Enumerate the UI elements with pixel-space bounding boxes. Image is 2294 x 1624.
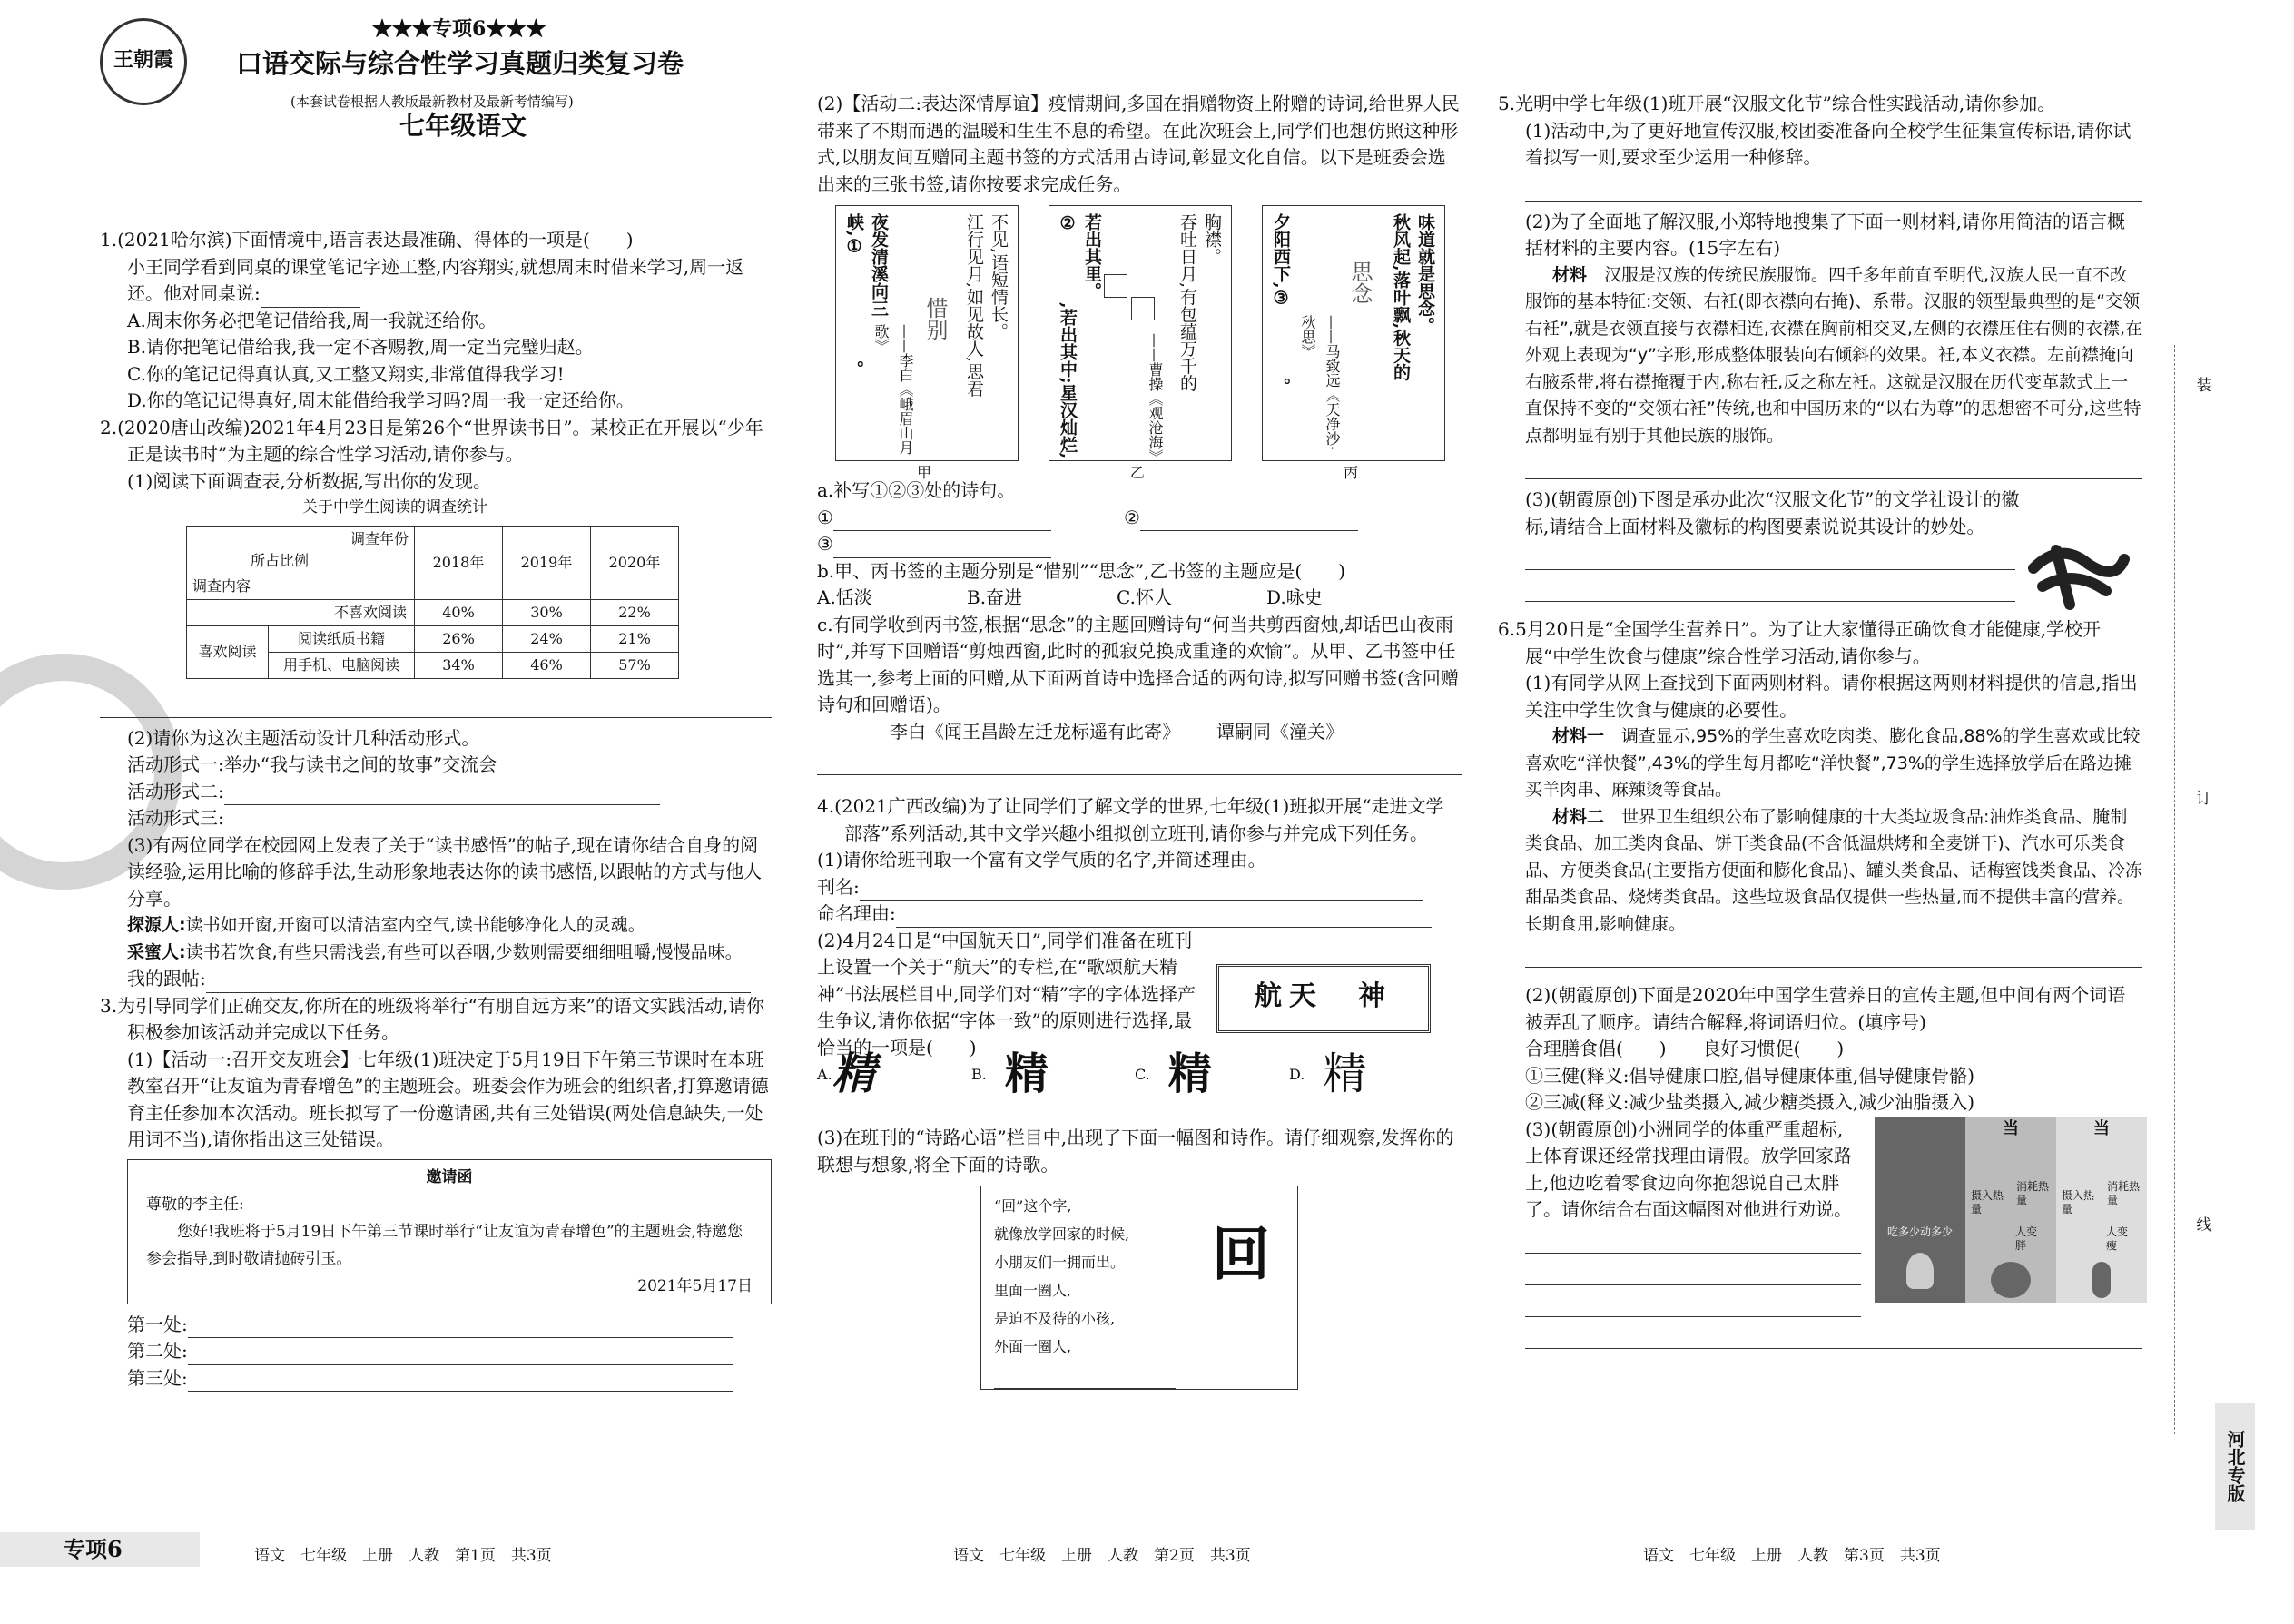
bm-jia-src: ——李白《峨眉山月歌》 (872, 324, 914, 455)
font-choices (817, 1048, 1462, 1125)
footer-page-3: 语文 七年级 上册 人教 第3页 共3页 (1643, 1547, 1941, 1565)
panel-2-result: 人变胖 (2015, 1225, 2038, 1252)
q4-name (817, 874, 1462, 901)
panel-3-burn: 消耗热量 (2107, 1179, 2141, 1206)
q2-sub1: (1)阅读下面调查表,分析数据,写出你的发现。 (127, 469, 492, 492)
letter-date: 2021年5月17日 (637, 1276, 753, 1295)
poem-ref-1: 李白《闻王昌龄左迁龙标遥有此寄》 (890, 720, 1180, 743)
q3-b: b.甲、丙书签的主题分别是“惜别”“思念”,乙书签的主题应是( ) (817, 559, 1346, 582)
q3-c-poems (817, 719, 1462, 746)
theme-b[interactable]: 良好习惯促( ) (1702, 1038, 1845, 1059)
answer-line[interactable] (1525, 943, 2142, 968)
answer-line[interactable] (1525, 1229, 1861, 1254)
pattern-square (1131, 297, 1155, 320)
poem-line: 就像放学回家的时候, (994, 1225, 1130, 1243)
bm-label-jia: 甲 (917, 464, 932, 481)
badge-text: 专项6 (432, 17, 487, 41)
choice-b[interactable] (971, 1048, 1049, 1099)
cell: 46% (503, 652, 591, 678)
choice-a-char: 精 (832, 1048, 876, 1099)
row-group: 喜欢阅读 (187, 625, 269, 678)
answer-line[interactable] (1525, 177, 2142, 202)
q6-word-1: ①三健(释义:倡导健康口腔,倡导健康体重,倡导健康骨骼) (1525, 1064, 1975, 1087)
b-option-d[interactable]: D.咏史 (1266, 586, 1323, 608)
q5-sub1: (1)活动中,为了更好地宣传汉服,校团委准备向全校学生征集宣传标语,请你试着拟写一则,要求至少运用一种修辞。 (1525, 119, 2132, 168)
q1-option-c[interactable]: C.你的笔记记得真认真,又工整又翔实,非常值得我学习! (127, 362, 565, 385)
choice-a-label: A. (817, 1066, 832, 1083)
corner-bottom: 调查内容 (192, 576, 251, 595)
q6-theme (1498, 1036, 2142, 1063)
column-3 (1498, 91, 2142, 1356)
footer-page-2: 语文 七年级 上册 人教 第2页 共3页 (953, 1547, 1251, 1565)
choice-d[interactable] (1289, 1048, 1367, 1099)
a2-blank[interactable] (1140, 530, 1358, 531)
q3-c: c.有同学收到丙书签,根据“思念”的主题回赠诗句“何当共剪西窗烛,却话巴山夜雨时”,并写下回赠语“剪烛西窗,此时的孤寂兑换成重逢的欢愉”。从甲、乙书签中任选其一,参考上面的回赠,从下面两首诗中选择合适的两句诗,拟写回赠书签(含回赠诗句和回赠语)。 (817, 613, 1459, 715)
answer-line[interactable] (100, 694, 772, 718)
side-mark-ding: 订 (2192, 790, 2211, 805)
choice-b-label: B. (971, 1066, 987, 1083)
q6-sub1: (1)有同学从网上查找到下面两则材料。请你根据这两则材料提供的信息,指出关注中学生饮食与健康的必要性。 (1525, 672, 2138, 721)
scroll-text: 航天 神 (1255, 979, 1393, 1012)
letter-title: 邀请函 (426, 1167, 473, 1186)
footer-badge-text: 专项6 (64, 1536, 123, 1562)
q3-a-blanks-2 (817, 531, 1462, 558)
person-icon (1906, 1253, 1934, 1289)
cell: 34% (415, 652, 503, 678)
poem-blank[interactable] (994, 1370, 1176, 1389)
bm-yi-poem1: 胸襟。 (1202, 213, 1222, 265)
q6-sub3: (3)(朝霞原创)小洲同学的体重严重超标,上体育课还经常找理由请假。放学回家路上,他边吃着零食边向你抱怨说自己太胖了。请你结合右面这幅图对他进行劝说。 (1525, 1117, 1852, 1220)
pattern-square (1104, 274, 1127, 298)
fat-person-icon (1991, 1262, 2031, 1298)
side-mark-zhuang: 装 (2192, 377, 2211, 392)
bm-jia-theme: 惜别 (922, 297, 948, 340)
bm-label-bing: 丙 (1344, 464, 1359, 481)
stars-right: ★★★ (486, 17, 546, 41)
q5-sub3: (3)(朝霞原创)下图是承办此次“汉服文化节”的文学社设计的徽标,请结合上面材料及徽标的构图要素说说其设计的妙处。 (1525, 488, 2020, 537)
bm-jia-line: 夜发清溪向三峡,① 。 (844, 213, 889, 378)
panel-3-when: 当 (2093, 1118, 2110, 1138)
answer-line[interactable] (1525, 577, 2015, 602)
footer-page-1: 语文 七年级 上册 人教 第1页 共3页 (254, 1547, 552, 1565)
post-1-text: 读书如开窗,开窗可以清洁室内空气,读书能够净化人的灵魂。 (185, 915, 645, 935)
panel-2-burn: 消耗热量 (2016, 1179, 2050, 1206)
name-label: 刊名: (817, 875, 860, 898)
choice-c[interactable] (1135, 1050, 1212, 1098)
post-2 (100, 940, 772, 967)
cell: 22% (591, 599, 679, 625)
q3-a: a.补写①②③处的诗句。 (817, 479, 1016, 501)
club-emblem (2024, 532, 2133, 614)
m1-text: 调查显示,95%的学生喜欢吃肉类、膨化食品,88%的学生喜欢或比较喜欢吃“洋快餐”,43%的学生每月都吃“洋快餐”,73%的学生选择放学后在路边摊买羊肉串、麻辣烫等食品。 (1525, 726, 2141, 800)
cell: 24% (503, 625, 591, 652)
diet-illustration (1875, 1117, 2147, 1303)
bm-yi-poem2: 吞吐日月,有包蕴万千的 (1177, 213, 1197, 392)
q5-sub2: (2)为了全面地了解汉服,小郑特地搜集了下面一则材料,请你用简洁的语言概括材料的主要内容。(15字左右) (1525, 210, 2126, 259)
choice-a[interactable] (817, 1048, 876, 1099)
topic-badge (372, 16, 546, 44)
q1-option-b[interactable]: B.请你把笔记借给我,我一定不吝赐教,周一定当完璧归赵。 (127, 336, 594, 358)
bm-bing-theme: 思念 (1347, 261, 1373, 304)
q2-sub2: (2)请你为这次主题活动设计几种活动形式。 (127, 726, 480, 749)
page-subtitle: (本套试卷根据人教版最新教材及最新考情编写) (290, 94, 574, 110)
answer-line[interactable] (817, 751, 1462, 775)
choice-d-char: 精 (1323, 1048, 1367, 1099)
q6-word-2: ②三减(释义:减少盐类摄入,减少糖类摄入,减少油脂摄入) (1525, 1091, 1975, 1113)
cell: 57% (591, 652, 679, 678)
answer-line[interactable] (1525, 1261, 1861, 1285)
year-header: 2020年 (591, 526, 679, 599)
answer-line[interactable] (1525, 1324, 2142, 1349)
stars-left: ★★★ (372, 17, 433, 41)
q6-sub2: (2)(朝霞原创)下面是2020年中国学生营养日的宣传主题,但中间有两个词语被弄乱了顺序。请结合解释,将词语归位。(填序号) (1525, 984, 2126, 1033)
post-1-author: 探源人: (127, 915, 186, 935)
grade-title: 七年级语文 (399, 111, 527, 141)
invitation-letter (127, 1159, 772, 1304)
table-row (187, 625, 679, 652)
choice-d-label: D. (1289, 1066, 1305, 1083)
bm-bing-poem2: 秋风起,落叶飘,秋天的 (1391, 213, 1411, 381)
bookmark-jia (835, 205, 1019, 461)
q6-sub3-block (1498, 1117, 2142, 1349)
survey-corner (187, 526, 415, 599)
letter-body: 您好!我班将于5月19日下午第三节课时举行“让友谊为青春增色”的主题班会,特邀您参会指导,到时敬请抛砖引玉。 (146, 1222, 743, 1268)
q4-sub2-block (817, 928, 1462, 1062)
err-3 (100, 1365, 772, 1393)
choice-c-label: C. (1135, 1066, 1150, 1083)
side-mark-xian: 线 (2192, 1216, 2211, 1232)
form3-label: 活动形式三: (127, 807, 224, 829)
header (100, 9, 772, 145)
bm-bing-poem (1388, 213, 1437, 449)
row-label: 用手机、电脑阅读 (268, 652, 414, 678)
poem-char: 回 (1212, 1221, 1270, 1289)
m2-label: 材料二 (1552, 806, 1622, 827)
q2-sub3: (3)有两位同学在校园网上发表了关于“读书感悟”的帖子,现在请你结合自身的阅读经验,运用比喻的修辞手法,生动形象地表达你的读书感悟,以跟帖的方式与他人分享。 (127, 833, 763, 910)
row-label: 不喜欢阅读 (187, 599, 415, 625)
my-reply (100, 966, 772, 993)
answer-line[interactable] (1525, 1293, 1861, 1317)
q3-act2: (2)【活动二:表达深情厚谊】疫情期间,多国在捐赠物资上附赠的诗词,给世界人民带来了不期而遇的温暖和生生不息的希望。在此次班会上,同学们也想仿照这种形式,以朋友间互赠同主题书签的方式活用古诗词,彰显文化自信。以下是班委会选出来的三张书签,请你按要求完成任务。 (817, 93, 1460, 195)
q5-stem: 5.光明中学七年级(1)班开展“汉服文化节”综合性实践活动,请你参加。 (1498, 93, 2056, 114)
bm-yi-lines (1055, 213, 1104, 458)
theme-a[interactable]: 合理膳食倡( ) (1525, 1038, 1667, 1059)
column-1 (100, 227, 772, 1392)
q1-stem: 1.(2021哈尔滨)下面情境中,语言表达最准确、得体的一项是( ) (100, 229, 634, 251)
err-2 (100, 1338, 772, 1365)
a1-label: ① (817, 506, 833, 528)
b-option-b[interactable]: B.奋进 (967, 586, 1023, 608)
q2-form3 (100, 805, 772, 832)
calligraphy-scroll (1216, 964, 1431, 1033)
q3-a-blanks-1 (817, 505, 1462, 532)
q4-sub1: (1)请你给班刊取一个富有文学气质的名字,并简述理由。 (817, 849, 1266, 871)
q6-material-1 (1498, 723, 2142, 804)
survey-header-row (187, 526, 679, 599)
q1-context-text: 小王同学看到同桌的课堂笔记字迹工整,内容翔实,就想周末时借来学习,周一返还。他对同桌说: (127, 255, 744, 304)
m1-label: 材料一 (1552, 726, 1622, 746)
logo-seal (100, 18, 187, 105)
err-1 (100, 1312, 772, 1339)
panel-2 (1965, 1117, 2056, 1303)
bm-bing-src: ——马致远《天净沙·秋思》 (1299, 315, 1341, 451)
err1-label: 第一处: (127, 1313, 188, 1335)
bm-yi-src: ——曹操《观沧海》 (1147, 333, 1164, 464)
poem-ref-2: 谭嗣同《潼关》 (1216, 720, 1344, 743)
thin-person-icon (2092, 1262, 2111, 1298)
q4-sub2: (2)4月24日是“中国航天日”,同学们准备在班刊上设置一个关于“航天”的专栏,在“歌颂航天精神”书法展栏目中,同学们对“精”字的字体选择产生争议,请你依据“字体一致”的原则进行选择,最恰当的一项是( ) (817, 929, 1196, 1058)
letter-greeting: 尊敬的李主任: (146, 1195, 244, 1214)
q4-stem: 4.(2021广西改编)为了让同学们了解文学的世界,七年级(1)班拟开展“走进文学部落”系列活动,其中文学兴趣小组拟创立班刊,请你参与并完成下列任务。 (817, 795, 1444, 844)
q4-reason (817, 901, 1462, 928)
panel-3 (2056, 1117, 2147, 1303)
material-label: 材料 (1552, 264, 1605, 285)
q6-material-2 (1498, 804, 2142, 939)
poem-line: “回”这个字, (994, 1197, 1072, 1215)
post-2-author: 采蜜人: (127, 941, 186, 962)
q5-sub3-block (1498, 487, 2142, 602)
post-1 (100, 912, 772, 940)
q6-stem: 6.5月20日是“全国学生营养日”。为了让大家懂得正确饮食才能健康,学校开展“中学生饮食与健康”综合性学习活动,请你参与。 (1498, 618, 2102, 667)
my-reply-label: 我的跟帖: (127, 968, 206, 989)
row-label: 阅读纸质书籍 (268, 625, 414, 652)
cell: 21% (591, 625, 679, 652)
choice-b-char: 精 (1004, 1048, 1049, 1099)
bm-jia-poem (961, 213, 1010, 449)
survey-table (186, 526, 679, 679)
q1-option-a[interactable]: A.周末你务必把笔记借给我,周一我就还给你。 (127, 309, 497, 331)
footer-badge (0, 1532, 200, 1567)
b-option-c[interactable]: C.怀人 (1117, 586, 1172, 608)
reason-label: 命名理由: (817, 902, 896, 924)
panel-1 (1875, 1117, 1965, 1303)
err2-label: 第二处: (127, 1340, 188, 1362)
a2-label: ② (1123, 506, 1140, 528)
poem-line: 外面一圈人, (994, 1338, 1072, 1355)
panel-2-when: 当 (2003, 1118, 2019, 1138)
bookmarks (817, 205, 1462, 481)
logo-text: 王朝霞 (113, 48, 173, 72)
q3-act1: (1)【活动一:召开交友班会】七年级(1)班决定于5月19日下午第三节课时在本班教室召开“让友谊为青春增色”的主题班会。班委会作为班会的组织者,打算邀请德育主任参加本次活动。班长拟写了一份邀请函,共有三处错误(两处信息缺失,一处用词不当),请你指出这三处错误。 (127, 1048, 769, 1150)
poem-box (980, 1186, 1298, 1390)
bm-yi-line1: 若出其里。 (1082, 213, 1102, 300)
page-title: 口语交际与综合性学习真题归类复习卷 (236, 48, 684, 79)
q2-stem: 2.(2020唐山改编)2021年4月23日是第26个“世界读书日”。某校正在开展以“少年正是读书时”为主题的综合性学习活动,请你参与。 (100, 416, 763, 465)
edition-tag: 河北专版 (2215, 1403, 2255, 1530)
q3-b-options (817, 585, 1462, 612)
a3-label: ③ (817, 533, 833, 555)
m2-text: 世界卫生组织公布了影响健康的十大类垃圾食品:油炸类食品、腌制类食品、加工类肉食品、饼干类食品(不含低温烘烤和全麦饼干)、汽水可乐类食品、方便类食品(主要指方便面和膨化食品)、罐头类食品、话梅蜜饯类食品、冷冻甜品类食品、烧烤类食品。这些垃圾食品仅提供一些热量,而不提供丰富的营养。长期食用,影响健康。 (1525, 806, 2142, 934)
bm-bing-poem1: 味道就是思念。 (1415, 213, 1435, 334)
column-2 (817, 91, 1462, 1390)
answer-line[interactable] (1525, 546, 2015, 570)
q2-form1: 活动形式一:举办“我与读书之间的故事”交流会 (127, 753, 497, 775)
answer-line[interactable] (1525, 455, 2142, 479)
choice-c-char: 精 (1167, 1050, 1212, 1098)
panel-2-intake: 摄入热量 (1971, 1188, 2004, 1216)
q1-context (100, 254, 772, 308)
err3-label: 第三处: (127, 1366, 188, 1389)
q5-material (1498, 262, 2142, 450)
poem-line: 里面一圈人, (994, 1282, 1072, 1299)
q4-sub3: (3)在班刊的“诗路心语”栏目中,出现了下面一幅图和诗作。请仔细观察,发挥你的联想与想象,将全下面的诗歌。 (817, 1127, 1454, 1176)
panel-1-caption: 吃多少动多少 (1886, 1225, 1953, 1238)
corner-mid: 所占比例 (251, 551, 310, 569)
bm-yi-line2: ② ,若出其中;星汉灿烂, (1058, 213, 1078, 459)
bookmark-bing (1262, 205, 1445, 461)
poem-line: 小朋友们一拥而出。 (994, 1254, 1126, 1271)
bm-jia-poem1: 不见,语短情长。 (989, 213, 1009, 340)
panel-3-result: 人变瘦 (2106, 1225, 2129, 1252)
bm-label-yi: 乙 (1130, 464, 1146, 481)
table-row (187, 599, 679, 625)
binding-line (2174, 345, 2175, 1434)
post-2-text: 读书若饮食,有些只需浅尝,有些可以吞咽,少数则需要细细咀嚼,慢慢品味。 (185, 941, 743, 962)
bm-jia-poem2: 江行见月,如见故人,思君 (964, 213, 984, 398)
q2-form2 (100, 779, 772, 806)
poem-line: 是迫不及待的小孩, (994, 1310, 1116, 1327)
err3-blank[interactable] (188, 1391, 733, 1392)
year-header: 2018年 (415, 526, 503, 599)
q1-option-d[interactable]: D.你的笔记记得真好,周末能借给我学习吗?周一我一定还给你。 (127, 389, 635, 411)
cell: 26% (415, 625, 503, 652)
bm-bing-line: 夕阳西下,③ 。 (1271, 213, 1291, 395)
panel-3-intake: 摄入热量 (2062, 1188, 2095, 1216)
b-option-a[interactable]: A.恬淡 (817, 586, 872, 608)
corner-top: 调查年份 (350, 529, 409, 547)
survey-title: 关于中学生阅读的调查统计 (302, 498, 487, 517)
bookmark-yi (1049, 205, 1232, 464)
year-header: 2019年 (503, 526, 591, 599)
form2-label: 活动形式二: (127, 780, 224, 802)
cell: 30% (503, 599, 591, 625)
bm-yi-poem (1175, 213, 1224, 449)
q3-stem: 3.为引导同学们正确交友,你所在的班级将举行“有朋自远方来”的语文实践活动,请你积极参加该活动并完成以下任务。 (100, 994, 765, 1043)
cell: 40% (415, 599, 503, 625)
material-text: 汉服是汉族的传统民族服饰。四千多年前直至明代,汉族人民一直不改服饰的基本特征:交领、右衽(即衣襟向右掩)、系带。汉服的领型最典型的是“交领右衽”,就是衣领直接与衣襟相连,衣襟在胸前相交叉,左侧的衣襟压住右侧的衣襟,在外观上表现为“y”字形,形成整体服装向右倾斜的效果。衽,本义衣襟。左前襟掩向右腋系带,将右襟掩覆于内,称右衽,反之称左衽。这就是汉服在历代变革款式上一直保持不变的“交领右衽”传统,也和中国历来的“以右为尊”的思想密不可分,这些特点都明显有别于其他民族的服饰。 (1525, 264, 2143, 446)
